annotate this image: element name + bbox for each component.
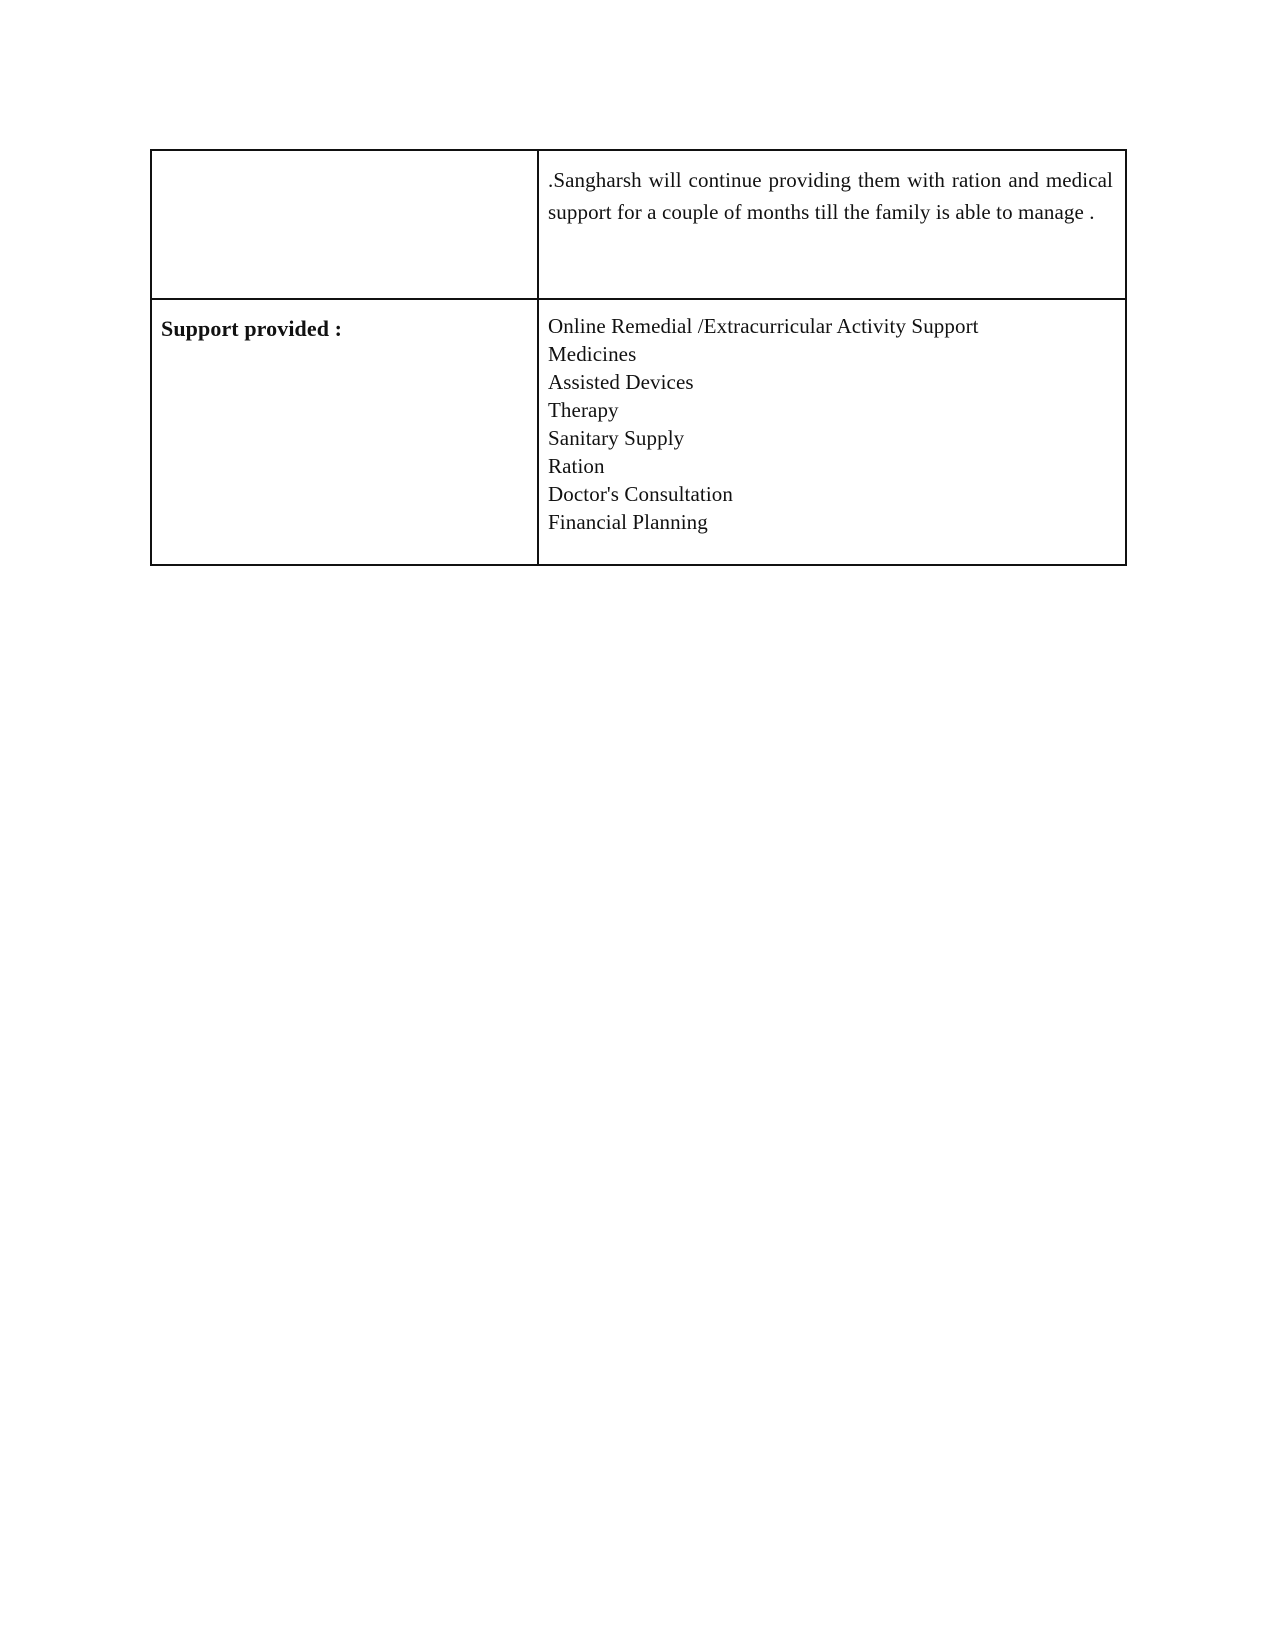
table-row [151, 299, 1126, 565]
list-item: Ration [548, 454, 605, 478]
continuation-paragraph: .Sangharsh will continue providing them with ration and medical support for a couple of months till the family is able to manage . [548, 168, 1113, 224]
empty-label-cell [151, 150, 538, 299]
table-row [151, 150, 1126, 299]
list-item: Medicines [548, 342, 637, 366]
list-item: Financial Planning [548, 510, 708, 534]
support-provided-label: Support provided : [161, 316, 343, 341]
list-item: Therapy [548, 398, 619, 422]
continuation-cell [538, 150, 1126, 299]
list-item: Online Remedial /Extracurricular Activity Support [548, 314, 979, 338]
list-item: Sanitary Supply [548, 426, 685, 450]
list-item: Doctor's Consultation [548, 482, 733, 506]
support-items-cell [538, 299, 1126, 565]
support-items-list [539, 300, 1125, 536]
list-item: Assisted Devices [548, 370, 694, 394]
support-label-cell [151, 299, 538, 565]
support-table [150, 149, 1127, 566]
